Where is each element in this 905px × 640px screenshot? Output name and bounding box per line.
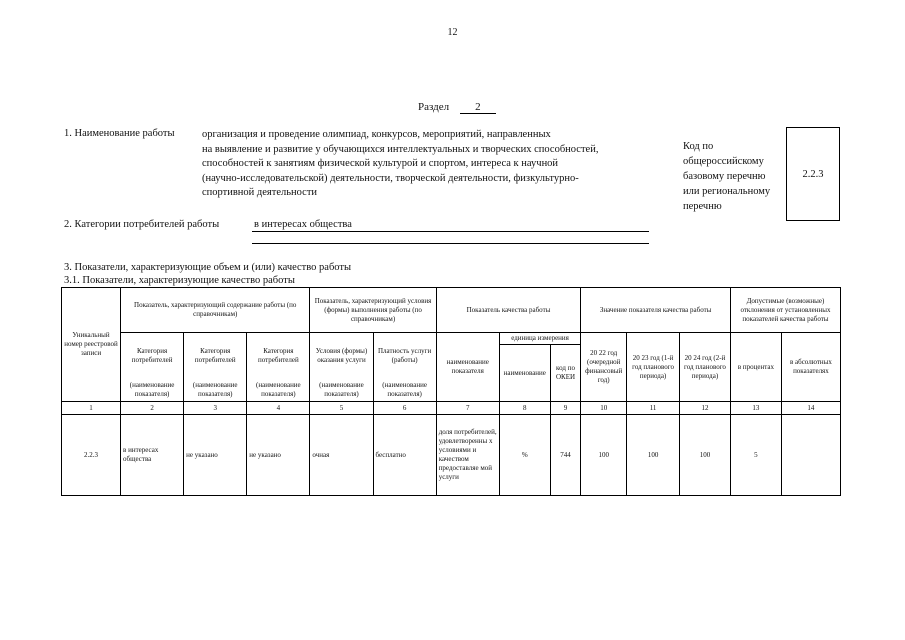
header-indicator-name-sub: (наименование показателя) (373, 379, 436, 402)
header-deviation: Допустимые (возможные) отклонения от установленных показателей качества работы (730, 288, 840, 333)
header-year-3: 20 24 год (2-й год планового периода) (680, 333, 731, 402)
section-label: Раздел (418, 101, 450, 113)
work-name-line: на выявление и развитие у обучающихся интеллектуальных и творческих способностей, (202, 143, 599, 155)
header-quality: Показатель качества работы (436, 288, 581, 333)
header-year-1: 20 22 год (очередной финансовый год) (581, 333, 627, 402)
column-index: 10 (581, 402, 627, 415)
column-index: 5 (310, 402, 373, 415)
cell-okei-code: 744 (550, 415, 581, 496)
column-index: 9 (550, 402, 581, 415)
cell-category: в интересах общества (121, 415, 184, 496)
page-number: 12 (447, 27, 458, 38)
consumers-value: в интересах общества (254, 219, 352, 230)
work-name-line: (научно-исследовательской) деятельности, творческой деятельности, физкультурно- (202, 172, 579, 184)
section-number: 2 (460, 101, 496, 114)
header-percent: в процентах (730, 333, 781, 402)
cell-unit-name: % (499, 415, 550, 496)
header-unique-number: Уникальный номер реестровой записи (62, 288, 121, 402)
header-indicator-name-sub: (наименование показателя) (310, 379, 373, 402)
header-payment: Платность услуги (работы) (373, 333, 436, 380)
code-label-line: базовому перечню (683, 171, 766, 182)
column-index: 11 (627, 402, 680, 415)
consumers-label: 2. Категории потребителей работы (64, 219, 220, 230)
header-conditions-form: Условия (формы) оказания услуги (310, 333, 373, 380)
header-year-2: 20 23 год (1-й год планового периода) (627, 333, 680, 402)
header-okei-code: код по ОКЕИ (550, 345, 581, 402)
column-index: 7 (436, 402, 499, 415)
header-conditions: Показатель, характеризующий условия (формы) выполнения работы (по справочникам) (310, 288, 436, 333)
header-category: Категория потребителей (121, 333, 184, 380)
column-index: 3 (184, 402, 247, 415)
cell-indicator-name: доля потребителей, удовлетворенны х условиями и качеством предоставляе мой услуги (436, 415, 499, 496)
work-name-line: организация и проведение олимпиад, конкурсов, мероприятий, направленных (202, 129, 551, 140)
header-category: Категория потребителей (247, 333, 310, 380)
cell-year-1: 100 (581, 415, 627, 496)
cell-absolute (781, 415, 840, 496)
header-category: Категория потребителей (184, 333, 247, 380)
header-indicator-name-sub: (наименование показателя) (247, 379, 310, 402)
cell-payment: бесплатно (373, 415, 436, 496)
column-index: 2 (121, 402, 184, 415)
header-absolute: в абсолютных показателях (781, 333, 840, 402)
code-label-line: перечню (683, 201, 722, 212)
cell-unique-number: 2.2.3 (62, 415, 121, 496)
cell-percent: 5 (730, 415, 781, 496)
header-unit-name: наименование (499, 345, 550, 402)
cell-year-2: 100 (627, 415, 680, 496)
underline (252, 243, 649, 244)
table-row (62, 415, 841, 496)
code-label-line: общероссийскому (683, 156, 764, 167)
header-values: Значение показателя качества работы (581, 288, 731, 333)
header-indicator-name-sub: (наименование показателя) (184, 379, 247, 402)
column-index: 6 (373, 402, 436, 415)
work-name-label: 1. Наименование работы (64, 128, 175, 139)
cell-conditions: очная (310, 415, 373, 496)
header-unit: единица измерения (499, 333, 580, 345)
code-label (683, 139, 793, 214)
work-name-line: способностей к занятиям физической культурой и спортом, интереса к научной (202, 158, 559, 169)
work-name-text (202, 128, 652, 201)
section-heading (418, 101, 496, 114)
cell-category: не указано (184, 415, 247, 496)
code-value: 2.2.3 (802, 168, 824, 180)
underline (252, 231, 649, 232)
column-index: 8 (499, 402, 550, 415)
code-label-line: или региональному (683, 186, 771, 197)
code-box (786, 127, 840, 221)
header-indicator-name: наименование показателя (436, 333, 499, 402)
cell-year-3: 100 (680, 415, 731, 496)
code-label-line: Код по (683, 141, 714, 152)
cell-category: не указано (247, 415, 310, 496)
quality-table (61, 287, 841, 496)
column-index: 1 (62, 402, 121, 415)
work-name-line: спортивной деятельности (202, 187, 318, 198)
column-index: 14 (781, 402, 840, 415)
column-index: 12 (680, 402, 731, 415)
column-index: 13 (730, 402, 781, 415)
header-indicator-name-sub: (наименование показателя) (121, 379, 184, 402)
header-content: Показатель, характеризующий содержание работы (по справочникам) (121, 288, 310, 333)
heading-3: 3. Показатели, характеризующие объем и (или) качество работы (64, 262, 352, 273)
heading-3-1: 3.1. Показатели, характеризующие качество работы (64, 275, 295, 286)
column-index: 4 (247, 402, 310, 415)
